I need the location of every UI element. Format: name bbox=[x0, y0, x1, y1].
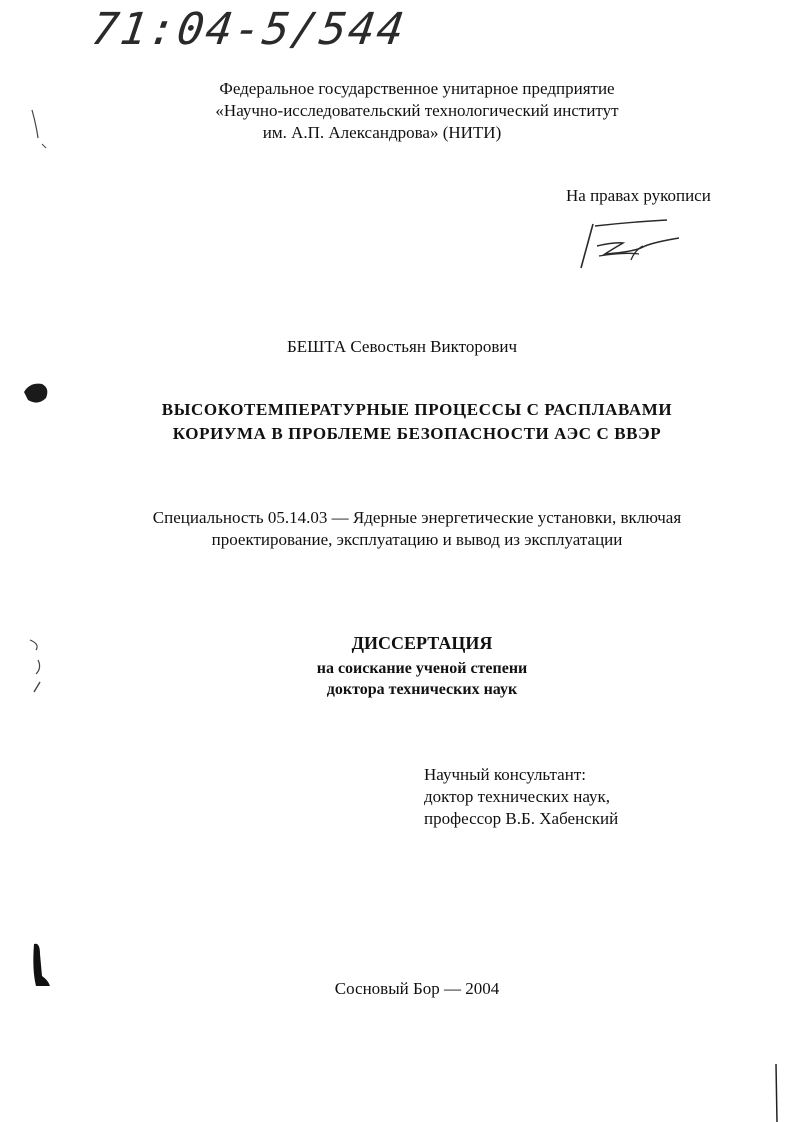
title-line-1: ВЫСОКОТЕМПЕРАТУРНЫЕ ПРОЦЕССЫ С РАСПЛАВАМИ bbox=[161, 400, 673, 419]
scientific-consultant-block bbox=[424, 764, 618, 830]
degree-line-1: на соискание ученой степени bbox=[316, 660, 528, 677]
organization-line-2: «Научно-исследовательский технологический институт bbox=[215, 101, 619, 120]
organization-block bbox=[0, 78, 794, 144]
scan-blot-left bbox=[20, 378, 54, 408]
scan-blot-bottom-left bbox=[26, 940, 56, 990]
archive-number-handwritten: 71:04-5/544 bbox=[88, 4, 409, 55]
place-and-year bbox=[0, 979, 794, 999]
dissertation-title bbox=[0, 398, 794, 446]
consultant-label: Научный консультант: bbox=[424, 765, 586, 784]
dissertation-degree-block bbox=[0, 633, 794, 700]
signature-image bbox=[575, 216, 695, 276]
organization-line-3: им. А.П. Александрова» (НИТИ) bbox=[262, 123, 502, 142]
scan-mark-top-left bbox=[24, 108, 54, 158]
specialty-line-1: Специальность 05.14.03 — Ядерные энергетические установки, включая bbox=[152, 508, 682, 527]
scan-mark-mid-left bbox=[26, 636, 50, 700]
specialty-block bbox=[0, 507, 794, 551]
specialty-line-2: проектирование, эксплуатацию и вывод из эксплуатации bbox=[211, 530, 623, 549]
dissertation-heading: ДИССЕРТАЦИЯ bbox=[351, 633, 493, 653]
title-line-2: КОРИУМА В ПРОБЛЕМЕ БЕЗОПАСНОСТИ АЭС С ВВЭР bbox=[172, 424, 662, 443]
degree-line-2: доктора технических наук bbox=[326, 681, 518, 698]
consultant-degree: доктор технических наук, bbox=[424, 787, 611, 806]
manuscript-rights-note: На правах рукописи bbox=[566, 186, 711, 205]
place-year-text: Сосновый Бор — 2004 bbox=[334, 979, 500, 998]
organization-line-1: Федеральное государственное унитарное предприятие bbox=[219, 79, 615, 98]
consultant-name: профессор В.Б. Хабенский bbox=[424, 809, 619, 828]
author-name: БЕШТА Севостьян Викторович bbox=[287, 337, 518, 356]
scan-edge-line-right bbox=[772, 1064, 782, 1122]
